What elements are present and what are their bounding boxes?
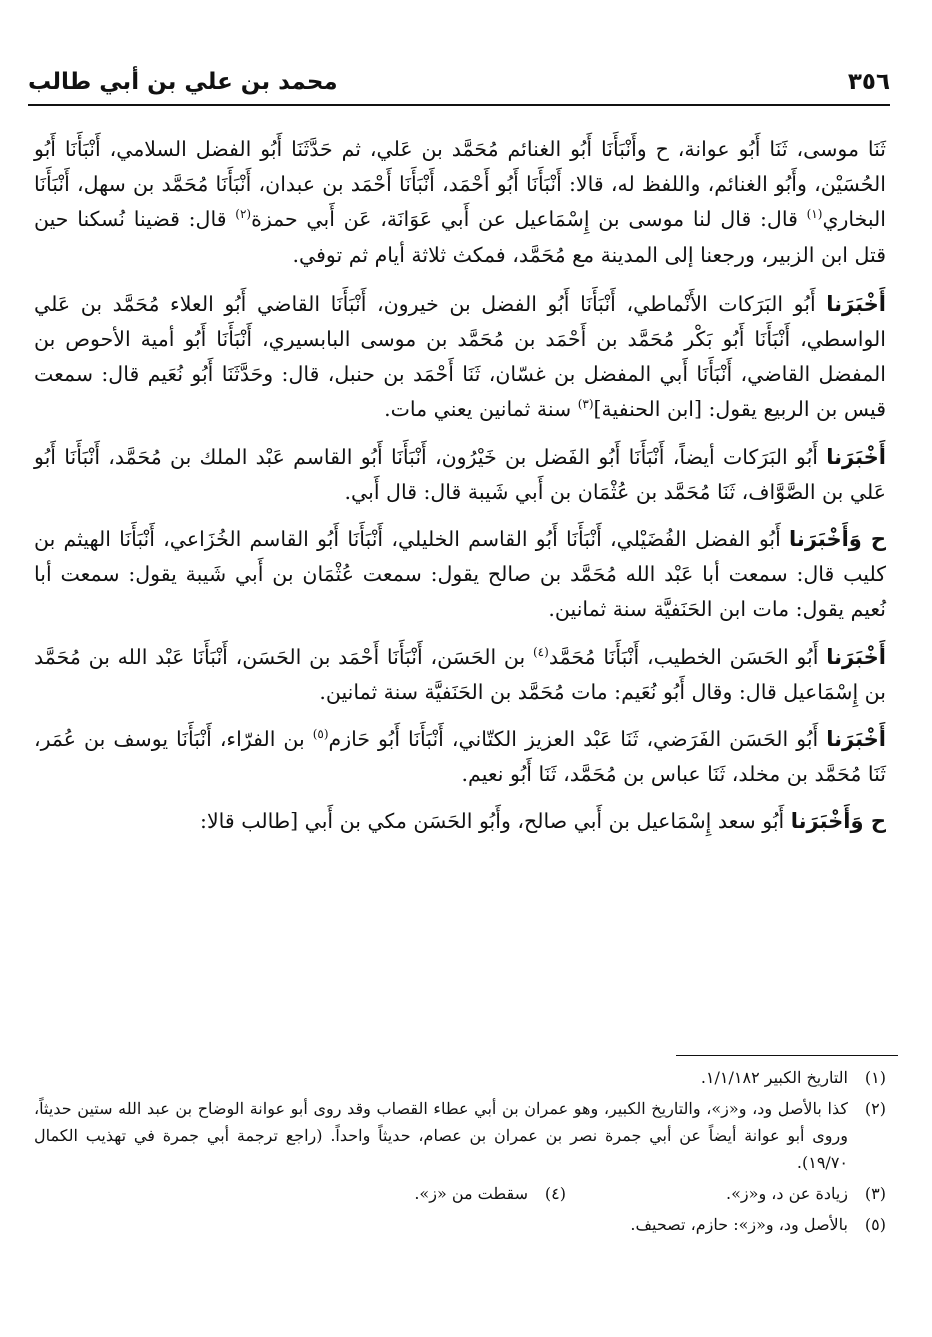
paragraph-6 [34, 722, 886, 792]
footnote-text: التاريخ الكبير ١/١/١٨٢. [700, 1068, 848, 1087]
paragraph-2 [34, 287, 886, 428]
paragraph-text: سنة ثمانين يعني مات. [384, 397, 578, 422]
footnote-text: كذا بالأصل ود، و«ز»، والتاريخ الكبير، وهو عمران بن أبي عطاء القصاب وقد روى أبو عوانة الوضاح بن عبد الله ستين حديثاً، وروى أبو عوانة أيضاً عن أبي جمرة نصر بن عمران بن عصام، حديثاً واحداً. (راجع ترجمة أبي جمرة في تهذيب الكمال ١٩/٧٠). [34, 1099, 848, 1172]
paragraph-3 [34, 440, 886, 510]
footnote-1 [34, 1064, 886, 1091]
footnote-number: (٢) [864, 1099, 886, 1118]
running-title: محمد بن علي بن أبي طالب [28, 69, 338, 95]
footnote-ref: (٤) [532, 644, 549, 659]
paragraph-4 [34, 522, 886, 628]
footnote-ref: (١) [806, 207, 823, 222]
footnote-rule [676, 1055, 898, 1056]
footnote-ref: (٢) [235, 207, 252, 222]
paragraph-text: أَبُو الحَسَن الفَرَضي، ثَنَا عَبْد العزيز الكتّاني، أَنْبَأَنَا أَبُو حَازم [328, 727, 827, 752]
footnote-number: (٥) [864, 1215, 886, 1234]
footnote-text: بالأصل ود، و«ز»: حازم، تصحيف. [630, 1215, 848, 1234]
paragraph-text: أَبُو البَرَكات أيضاً، أَنْبَأَنَا أَبُو الفَضل بن خَيْرُون، أَنْبَأَنَا أَبُو القاسم عَبْد الملك بن مُحَمَّد، أَنْبَأَنَا أَبُو عَلي بن الصَّوَّاف، ثَنَا مُحَمَّد بن عُثْمَان بن أَبي شَيبة قال: قال أَبي. [34, 444, 886, 504]
footnote-4 [246, 1180, 566, 1207]
paragraph-text: أَبُو البَرَكات الأَنْماطي، أَنْبَأَنَا أَبُو الفضل بن خيرون، أَنْبَأَنَا القاضي أَبُو العلاء مُحَمَّد بن عَلي الواسطي، أَنْبَأَنَا أَبُو بَكْر مُحَمَّد بن أَحْمَد بن مُحَمَّد بن موسى البابسيري، أَنْبَأَنَا أَبُو أمية الأحوص بن المفضل القاضي، أَنْبَأَنَا أَبي المفضل بن غسّان، ثَنَا أَحْمَد بن حنبل، قال: وحَدَّثَنَا أَبُو نُعَيم قال: سمعت قيس بن الربيع يقول: [ابن الحنفية] [34, 291, 886, 422]
footnote-number: (٣) [864, 1184, 886, 1203]
paragraph-text: ثَنَا موسى، ثَنَا أَبُو عوانة، ح وأَنْبَأَنَا أَبُو الغنائم مُحَمَّد بن عَلي، ثم حَدَّثَنَا أَبُو الفضل السلامي، أَنْبَأَنَا أَبُو الحُسَيْن، وأَبُو الغنائم، واللفظ له، قالا: أَنْبَأَنَا أَبُو أَحْمَد، أَنْبَأَنَا أَحْمَد بن عبدان، أَنْبَأَنَا مُحَمَّد بن سهل، أَنْبَأَنَا البخاري [34, 137, 886, 232]
paragraph-text: بن الفرّاء، أَنْبَأَنَا يوسف بن عُمَر، ثَنَا مُحَمَّد بن مخلد، ثَنَا عباس بن مُحَمَّد، ثَنَا أَبُو نعيم. [34, 727, 886, 787]
paragraph-7 [34, 804, 886, 839]
footnote-text: سقطت من «ز». [414, 1184, 528, 1203]
footnote-ref: (٥) [312, 727, 329, 742]
footnote-3 [566, 1180, 886, 1207]
paragraph-text: بن الحَسَن، أَنْبَأَنَا أَحْمَد بن الحَسَن، أَنْبَأَنَا عَبْد الله بن مُحَمَّد بن إِسْمَاعيل قال: وقال أَبُو نُعَيم: مات مُحَمَّد بن الحَنَفيَّة سنة ثمانين. [34, 644, 886, 704]
header-rule [28, 104, 890, 106]
main-text [34, 132, 886, 852]
paragraph-text: أَبُو سعد إِسْمَاعيل بن أَبي صالح، وأَبُو الحَسَن مكي بن أَبي [طالب قالا: [200, 809, 791, 834]
footnote-2 [34, 1095, 886, 1176]
paragraph-lead: أَخْبَرَنا [826, 444, 886, 469]
paragraph-text: قال: قضينا نُسكنا حين قتل ابن الزبير، ورجعنا إلى المدينة مع مُحَمَّد، فمكث ثلاثة أيام ثم توفي. [34, 207, 886, 267]
paragraph-1 [34, 132, 886, 273]
footnote-5 [34, 1211, 886, 1238]
paragraph-lead: أَخْبَرَنا [826, 644, 886, 669]
paragraph-lead: أَخْبَرَنا [826, 727, 886, 752]
paragraph-5 [34, 640, 886, 710]
footnote-ref: (٣) [577, 397, 594, 412]
paragraph-lead: ح وَأَخْبَرَنا [790, 809, 886, 834]
footnote-number: (١) [864, 1068, 886, 1087]
footnote-number: (٤) [544, 1184, 566, 1203]
paragraph-lead: ح وَأَخْبَرَنا [789, 527, 886, 552]
paragraph-text: قال: قال لنا موسى بن إِسْمَاعيل عن أَبي عَوَانَة، عَن أَبي حمزة [251, 207, 807, 232]
page-number: ٣٥٦ [847, 69, 890, 95]
footnotes [34, 1064, 886, 1242]
page-header [28, 62, 890, 102]
footnote-row [34, 1180, 886, 1211]
footnote-text: زيادة عن د، و«ز». [726, 1184, 848, 1203]
paragraph-text: أَبُو الفضل الفُضَيْلي، أَنْبَأَنَا أَبُو القاسم الخليلي، أَنْبَأَنَا أَبُو القاسم الخُزَاعي، أَنْبَأَنَا الهيثم بن كليب قال: سمعت أبا عَبْد الله مُحَمَّد بن صالح يقول: سمعت عُثْمَان بن أَبي شَيبة يقول: سمعت أبا نُعيم يقول: مات ابن الحَنَفيَّة سنة ثمانين. [34, 527, 886, 622]
paragraph-lead: أَخْبَرَنا [826, 291, 886, 316]
paragraph-text: أَبُو الحَسَن الخطيب، أَنْبَأَنَا مُحَمَّد [548, 644, 827, 669]
